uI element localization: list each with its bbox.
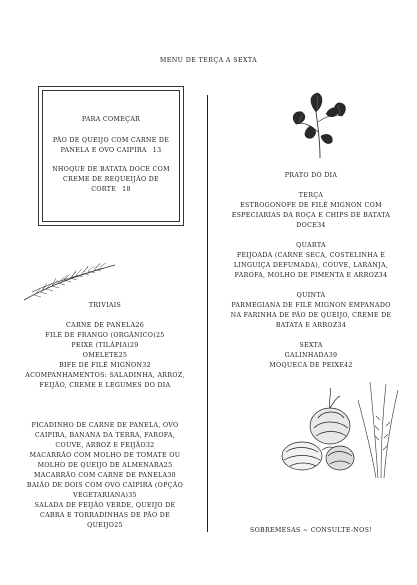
day-label: QUARTA [296, 242, 326, 249]
item-name: GALINHADA [284, 352, 329, 359]
starter-title: PARA COMEÇAR [81, 116, 141, 123]
item-price: 34 [337, 322, 347, 329]
item-name: MACARRÃO COM MOLHO DE TOMATE OU MOLHO DE QUEIJO DE ALMENARA [29, 452, 181, 469]
item-price: 32 [145, 442, 155, 449]
menu-title: MENU DE TERÇA A SEXTA [159, 57, 258, 64]
item-name: ESTROGONOFE DE FILÉ MIGNON COM ESPECIARIAS DA ROÇA E CHIPS DE BATATA DOCE [231, 202, 391, 229]
item-name: FEIJOADA (CARNE SECA, COSTELINHA E LINGUIÇA DEFUMADA), COUVE, LARANJA, FAROFA, MOLHO DE PIMENTA E ARROZ [233, 252, 389, 279]
triviais-title: TRIVIAIS [88, 302, 122, 309]
item-name: PEIXE (TILÁPIA) [71, 342, 130, 349]
item-name: OMELETE [82, 352, 119, 359]
menu-item [47, 165, 175, 195]
item-name: SALADA DE FEIJÃO VERDE, QUEIJO DE CABRA E TORRADINHAS DE PÃO DE QUEIJO [34, 502, 176, 529]
menu-item [22, 321, 188, 331]
item-name: BAIÃO DE DOIS COM OVO CAIPIRA (OPÇÃO VEGETARIANA) [26, 482, 184, 499]
prato-do-dia-title: PRATO DO DIA [284, 172, 338, 179]
item-price: 39 [328, 352, 338, 359]
item-name: MOQUECA DE PEIXE [269, 362, 345, 369]
item-price: 34 [378, 272, 388, 279]
item-name: MACARRÃO COM CARNE DE PANELA [34, 472, 168, 479]
menu-item [228, 251, 394, 281]
column-divider [207, 95, 208, 532]
item-price: 25 [163, 462, 173, 469]
menu-item [22, 501, 188, 531]
menu-item [22, 471, 188, 481]
rosemary-illustration-icon [22, 262, 117, 302]
day-block [228, 191, 394, 231]
menu-item [228, 201, 394, 231]
starter-box-inner [42, 90, 180, 222]
item-name: PARMEGIANA DE FILÉ MIGNON EMPANADO NA FARINHA DE PÃO DE QUEIJO, CREME DE BATATA E ARROZ [230, 302, 392, 329]
prato-do-dia-section [228, 171, 394, 371]
item-price: 25 [118, 352, 128, 359]
menu-item [22, 351, 188, 361]
item-price: 29 [129, 342, 139, 349]
item-price: 25 [114, 522, 123, 529]
item-price: 30 [167, 472, 176, 479]
item-price: 26 [135, 322, 145, 329]
item-price: 42 [344, 362, 353, 369]
item-name: PICADINHO DE CARNE DE PANELA, OVO CAIPIRA, BANANA DA TERRA, FAROFA, COUVE, ARROZ E FEIJÃO [31, 422, 179, 449]
item-name: NHOQUE DE BATATA DOCE COM CREME DE REQUEIJÃO DE CORTE [52, 166, 170, 193]
day-label: TERÇA [298, 192, 324, 199]
onion-illustration-icon [278, 380, 408, 480]
day-block [228, 291, 394, 331]
day-block [228, 241, 394, 281]
acompanhamentos-text: ACOMPANHAMENTOS: SALADINHA, ARROZ, FEIJÃO, CREME E LEGUMES DO DIA [25, 372, 185, 389]
triviais-section [22, 301, 188, 391]
menu-item [22, 341, 188, 351]
especiais-section [22, 421, 188, 531]
menu-item [228, 301, 394, 331]
item-price: 34 [317, 222, 326, 229]
item-price: 35 [128, 492, 137, 499]
basil-illustration-icon [290, 92, 350, 160]
starter-box [38, 86, 184, 226]
menu-item [22, 451, 188, 471]
item-price: 18 [122, 186, 131, 193]
day-label: SEXTA [299, 342, 323, 349]
item-price: 25 [155, 332, 165, 339]
starter-list [47, 136, 175, 204]
menu-item [22, 331, 188, 341]
item-name: FILÉ DE FRANGO (ORGÂNICO) [45, 332, 156, 339]
item-name: BIFE DE FILÉ MIGNON [59, 362, 143, 369]
menu-item [228, 361, 394, 371]
item-name: PÃO DE QUEIJO COM CARNE DE PANELA E OVO CAIPIRA [52, 137, 170, 154]
sobremesas-note: SOBREMESAS ~ CONSULTE-NOS! [249, 527, 373, 534]
menu-item [22, 421, 188, 451]
item-price: 32 [142, 362, 151, 369]
menu-item [22, 481, 188, 501]
day-label: QUINTA [296, 292, 326, 299]
day-block [228, 341, 394, 371]
item-name: CARNE DE PANELA [65, 322, 136, 329]
menu-item [47, 136, 175, 156]
menu-item [22, 361, 188, 371]
item-price: 13 [152, 147, 162, 154]
menu-item [228, 351, 394, 361]
